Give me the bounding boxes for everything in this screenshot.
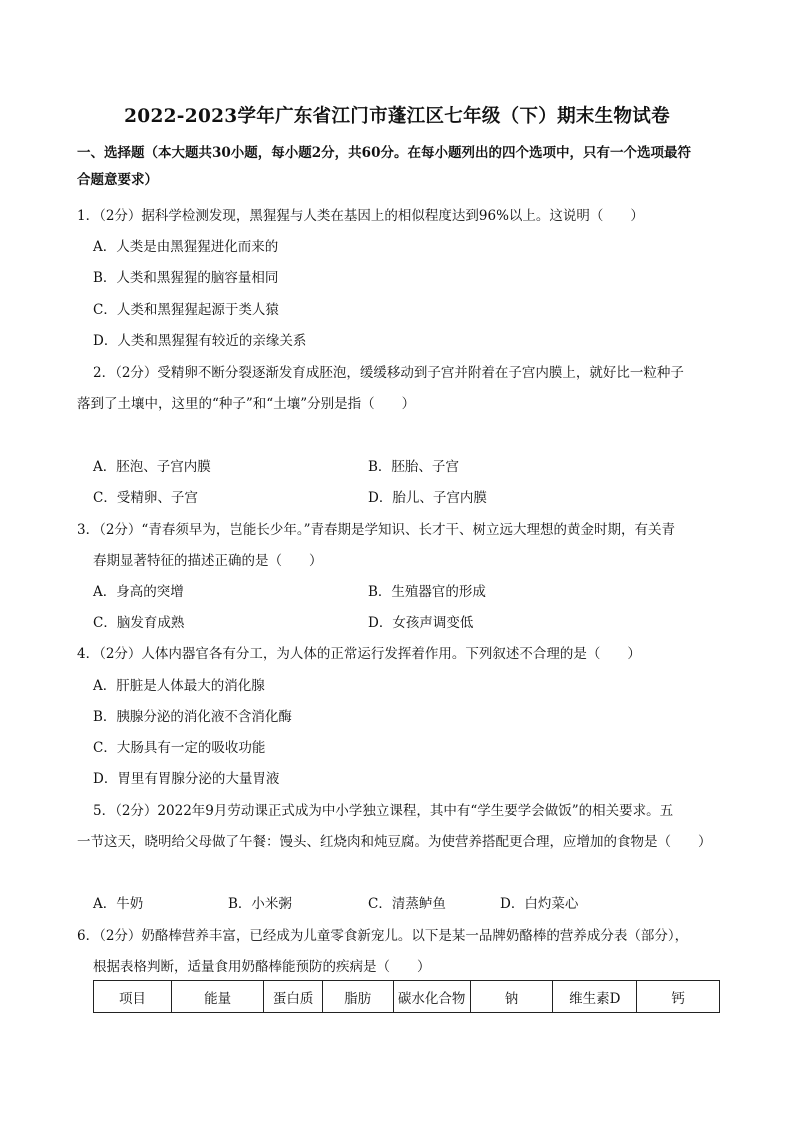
table-header-cell: 能量 xyxy=(171,981,264,1013)
question-4-option-a: A．肝脏是人体最大的消化腺 xyxy=(93,678,265,694)
question-1-option-d: D．人类和黑猩猩有较近的亲缘关系 xyxy=(93,333,307,349)
table-header-cell: 脂肪 xyxy=(322,981,393,1013)
question-3-option-b: B．生殖器官的形成 xyxy=(368,584,486,600)
question-3-option-a: A．身高的突增 xyxy=(93,584,184,600)
table-header-cell: 维生素D xyxy=(553,981,637,1013)
question-5-stem-line-2: 一节这天，晓明给父母做了午餐：馒头、红烧肉和炖豆腐。为使营养搭配更合理，应增加的食物是（ ） xyxy=(77,834,712,850)
question-2-option-b: B．胚胎、子宫 xyxy=(368,459,459,475)
table-header-cell: 项目 xyxy=(94,981,172,1013)
question-5-option-b: B．小米粥 xyxy=(228,896,292,912)
nutrition-table-header-row xyxy=(94,981,720,1013)
section-heading-line-1: 一、选择题（本大题共30小题，每小题2分，共60分。在每小题列出的四个选项中，只有一个选项最符 xyxy=(77,145,691,161)
page-title: 2022-2023学年广东省江门市蓬江区七年级（下）期末生物试卷 xyxy=(124,106,670,127)
question-3-option-c: C．脑发育成熟 xyxy=(93,615,185,631)
question-3-stem-line-2: 春期显著特征的描述正确的是（ ） xyxy=(93,553,323,569)
table-header-cell: 蛋白质 xyxy=(264,981,322,1013)
table-header-cell: 钙 xyxy=(637,981,720,1013)
section-heading xyxy=(77,140,727,194)
nutrition-table xyxy=(93,980,720,1013)
question-5-stem-line-1: 5．（2分）2022年9月劳动课正式成为中小学独立课程，其中有“学生要学会做饭”的相关要求。五 xyxy=(93,803,674,819)
question-6-stem-line-1: 6．（2分）奶酪棒营养丰富，已经成为儿童零食新宠儿。以下是某一品牌奶酪棒的营养成分表（部分）， xyxy=(77,928,689,944)
question-5-option-a: A．牛奶 xyxy=(93,896,144,912)
question-4-option-b: B．胰腺分泌的消化液不含消化酶 xyxy=(93,709,292,725)
question-4-option-c: C．大肠具有一定的吸收功能 xyxy=(93,740,266,756)
question-3-option-d: D．女孩声调变低 xyxy=(368,615,474,631)
question-5-option-c: C．清蒸鲈鱼 xyxy=(368,896,446,912)
question-1-option-c: C．人类和黑猩猩起源于类人猿 xyxy=(93,302,279,318)
section-heading-line-2: 合题意要求） xyxy=(77,172,158,188)
question-2-option-d: D．胎儿、子宫内膜 xyxy=(368,490,487,506)
table-header-cell: 钠 xyxy=(470,981,553,1013)
question-1-option-a: A．人类是由黑猩猩进化而来的 xyxy=(93,239,279,255)
question-2-option-c: C．受精卵、子宫 xyxy=(93,490,198,506)
question-3-stem-line-1: 3．（2分）“青春须早为，岂能长少年。”青春期是学知识、长才干、树立远大理想的黄金时期，有关青 xyxy=(77,522,675,538)
question-5-option-d: D．白灼菜心 xyxy=(500,896,579,912)
question-6-stem-line-2: 根据表格判断，适量食用奶酪棒能预防的疾病是（ ） xyxy=(93,959,431,975)
table-header-cell: 碳水化合物 xyxy=(393,981,470,1013)
question-2-stem-line-2: 落到了土壤中，这里的“种子”和“土壤”分别是指（ ） xyxy=(77,396,416,412)
question-1-stem: 1．（2分）据科学检测发现，黑猩猩与人类在基因上的相似程度达到96%以上。这说明（ ） xyxy=(77,208,644,224)
question-4-stem: 4．（2分）人体内器官各有分工，为人体的正常运行发挥着作用。下列叙述不合理的是（ ） xyxy=(77,646,641,662)
question-1-option-b: B．人类和黑猩猩的脑容量相同 xyxy=(93,270,279,286)
question-4-option-d: D．胃里有胃腺分泌的大量胃液 xyxy=(93,771,280,787)
question-2-stem-line-1: 2．（2分）受精卵不断分裂逐渐发育成胚泡，缓缓移动到子宫并附着在子宫内膜上，就好比一粒种子 xyxy=(93,365,684,381)
question-2-option-a: A．胚泡、子宫内膜 xyxy=(93,459,211,475)
